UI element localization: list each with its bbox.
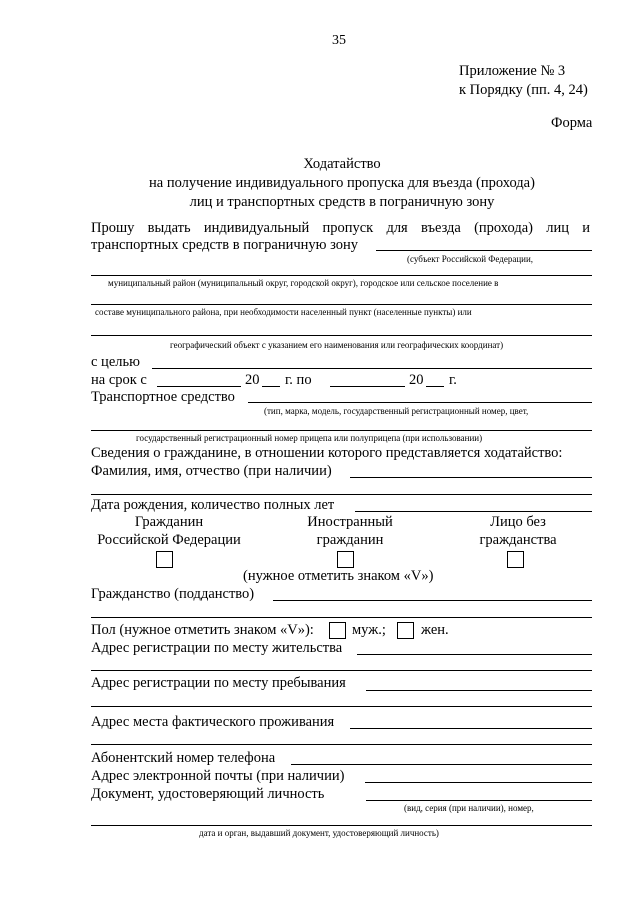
- phone-label: Абонентский номер телефона: [91, 750, 276, 766]
- term-from-date-line[interactable]: [157, 386, 241, 387]
- vehicle-hint-2: государственный регистрационный номер прицепа или полуприцепа (при использовании): [136, 433, 483, 443]
- checkbox-rf-citizen[interactable]: [156, 551, 173, 568]
- term-year-from-line[interactable]: [262, 386, 280, 387]
- document-hint-2: дата и орган, выдавший документ, удостоверяющий личность): [199, 828, 439, 838]
- purpose-label: с целью: [91, 354, 140, 370]
- email-label: Адрес электронной почты (при наличии): [91, 768, 345, 784]
- document-title: Ходатайство: [303, 156, 381, 172]
- request-word: выдать: [147, 220, 191, 236]
- option-rf-citizen-line2: Российской Федерации: [97, 532, 241, 548]
- document-subtitle-line2: лиц и транспортных средств в пограничную зону: [189, 194, 495, 210]
- form-label: Форма: [551, 115, 593, 131]
- page-number: 35: [332, 33, 346, 48]
- geo-hint: географический объект с указанием его наименования или географических координат): [170, 340, 504, 350]
- municipal-field-line[interactable]: [91, 275, 592, 276]
- vehicle-trailer-field-line[interactable]: [91, 430, 592, 431]
- appendix-number: Приложение № 3: [459, 63, 566, 79]
- request-word: Прошу: [91, 220, 135, 236]
- option-rf-citizen-line1: Гражданин: [134, 514, 204, 530]
- reg-stay-field-line-2[interactable]: [91, 706, 592, 707]
- checkbox-foreign-citizen[interactable]: [337, 551, 354, 568]
- reg-residence-field-line-2[interactable]: [91, 670, 592, 671]
- actual-address-label: Адрес места фактического проживания: [91, 714, 335, 730]
- gender-label: Пол (нужное отметить знаком «V»):: [91, 622, 314, 638]
- email-field-line[interactable]: [365, 782, 592, 783]
- document-hint-1: (вид, серия (при наличии), номер,: [404, 803, 534, 813]
- request-word: для: [386, 220, 408, 236]
- purpose-field-line[interactable]: [152, 368, 592, 369]
- actual-address-field-line-2[interactable]: [91, 744, 592, 745]
- checkbox-female[interactable]: [397, 622, 414, 639]
- option-foreign-citizen-line1: Иностранный: [307, 514, 393, 530]
- reg-stay-field-line[interactable]: [366, 690, 592, 691]
- actual-address-field-line[interactable]: [350, 728, 592, 729]
- document-label: Документ, удостоверяющий личность: [91, 786, 325, 802]
- order-reference: к Порядку (пп. 4, 24): [459, 82, 588, 98]
- request-word: индивидуальный: [203, 220, 310, 236]
- settlement-field-line[interactable]: [91, 304, 592, 305]
- reg-residence-field-line[interactable]: [357, 654, 592, 655]
- subject-field-line[interactable]: [376, 250, 592, 251]
- checkbox-stateless[interactable]: [507, 551, 524, 568]
- term-year-from: 20: [245, 372, 260, 388]
- term-label: на срок с: [91, 372, 147, 388]
- document-field-line-2[interactable]: [91, 825, 592, 826]
- option-foreign-citizen-line2: гражданин: [316, 532, 384, 548]
- fullname-label: Фамилия, имя, отчество (при наличии): [91, 463, 332, 479]
- option-stateless-line1: Лицо без: [490, 514, 546, 530]
- request-word: пропуск: [322, 220, 374, 236]
- subject-hint: (субъект Российской Федерации,: [407, 254, 534, 264]
- municipal-hint: муниципальный район (муниципальный округ, городской округ), городское или сельское поселение в: [108, 278, 499, 288]
- settlement-hint: составе муниципального района, при необходимости населенный пункт (населенные пункты) или: [95, 307, 472, 317]
- request-word: (прохода): [474, 220, 533, 236]
- document-subtitle-line1: на получение индивидуального пропуска для въезда (прохода): [149, 175, 535, 191]
- citizenship-field-line-2[interactable]: [91, 617, 592, 618]
- gender-female-label: жен.: [421, 622, 449, 638]
- mark-note: (нужное отметить знаком «V»): [243, 568, 434, 584]
- request-word: лиц: [546, 220, 569, 236]
- request-word: въезда: [420, 220, 461, 236]
- document-field-line[interactable]: [366, 800, 592, 801]
- term-year-suffix: г.: [449, 372, 457, 388]
- reg-residence-label: Адрес регистрации по месту жительства: [91, 640, 343, 656]
- checkbox-male[interactable]: [329, 622, 346, 639]
- option-stateless-line2: гражданства: [479, 532, 557, 548]
- fullname-field-line[interactable]: [350, 477, 592, 478]
- citizenship-label: Гражданство (подданство): [91, 586, 255, 602]
- citizenship-field-line[interactable]: [273, 600, 592, 601]
- term-to-date-line[interactable]: [330, 386, 405, 387]
- vehicle-field-line[interactable]: [248, 402, 592, 403]
- term-to-label: г. по: [285, 372, 312, 388]
- request-text-line2: транспортных средств в пограничную зону: [91, 237, 359, 253]
- gender-male-label: муж.;: [352, 622, 386, 638]
- term-year-to: 20: [409, 372, 424, 388]
- term-year-to-line[interactable]: [426, 386, 444, 387]
- birth-label: Дата рождения, количество полных лет: [91, 497, 335, 513]
- vehicle-hint-1: (тип, марка, модель, государственный регистрационный номер, цвет,: [264, 406, 529, 416]
- geo-field-line[interactable]: [91, 335, 592, 336]
- birth-field-line[interactable]: [355, 511, 592, 512]
- citizen-heading: Сведения о гражданине, в отношении которого представляется ходатайство:: [91, 445, 563, 461]
- vehicle-label: Транспортное средство: [91, 389, 235, 405]
- reg-stay-label: Адрес регистрации по месту пребывания: [91, 675, 346, 691]
- phone-field-line[interactable]: [291, 764, 592, 765]
- fullname-field-line-2[interactable]: [91, 494, 592, 495]
- request-word: и: [582, 220, 590, 236]
- request-text-line1: [91, 221, 590, 236]
